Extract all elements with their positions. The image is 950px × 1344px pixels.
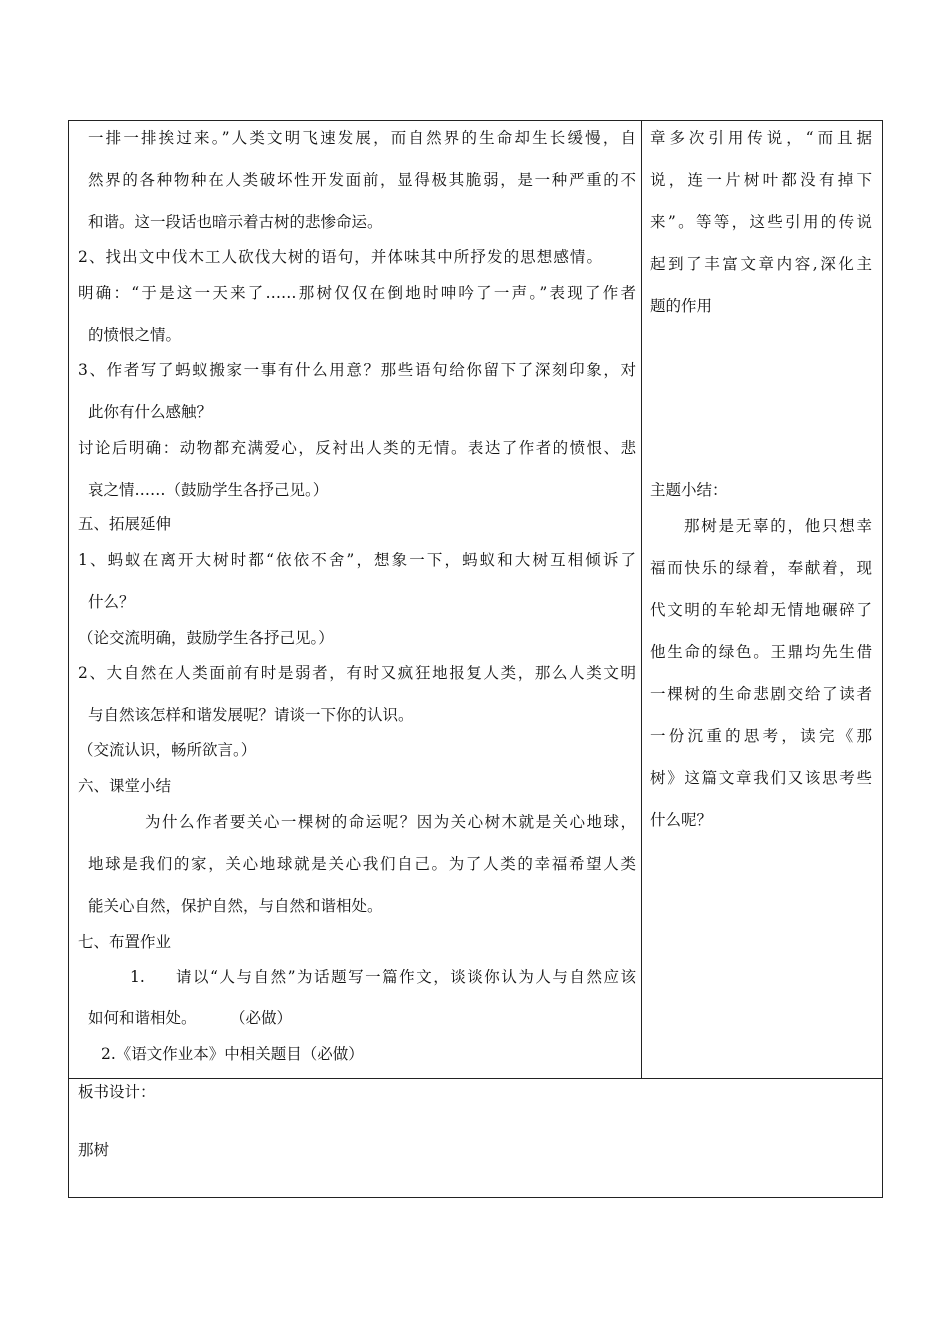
note-line: 章多次引用传说，“而且据 — [650, 129, 872, 147]
summary-line: 一棵树的生命悲剧交给了读者 — [650, 685, 872, 703]
board-design-title: 那树 — [78, 1141, 110, 1159]
question-2: 2、找出文中伐木工人砍伐大树的语句，并体味其中所抒发的思想感情。 — [78, 248, 602, 266]
homework-item-2: 2.《语文作业本》中相关题目（必做） — [101, 1045, 364, 1063]
section-heading-6: 六、课堂小结 — [78, 777, 172, 795]
note-line: 题的作用 — [650, 297, 713, 315]
text-line: （论交流明确，鼓励学生各抒己见。） — [78, 629, 334, 647]
text-line: （交流认识，畅所欲言。） — [78, 741, 257, 759]
text-line: 的愤恨之情。 — [88, 326, 182, 344]
note-line: 说，连一片树叶都没有掉下 — [650, 171, 872, 189]
summary-paragraph: 为什么作者要关心一棵树的命运呢？因为关心树木就是关心地球， — [145, 813, 636, 831]
note-line: 来”。等等，这些引用的传说 — [650, 213, 872, 231]
board-design-label: 板书设计： — [78, 1083, 156, 1101]
text-line: 地球是我们的家，关心地球就是关心我们自己。为了人类的幸福希望人类 — [88, 855, 636, 873]
note-line: 起到了丰富文章内容,深化主 — [650, 255, 872, 273]
text-line: 一排一排挨过来。”人类文明飞速发展，而自然界的生命却生长缓慢，自 — [88, 129, 636, 147]
summary-line: 树》这篇文章我们又该思考些 — [650, 769, 872, 787]
text-line: 然界的各种物种在人类破坏性开发面前，显得极其脆弱，是一种严重的不 — [88, 171, 636, 189]
summary-title: 主题小结： — [650, 481, 728, 499]
summary-line: 那树是无辜的，他只想幸 — [684, 517, 872, 535]
summary-line: 福而快乐的绿着，奉献着，现 — [650, 559, 872, 577]
text-line: 此你有什么感触？ — [88, 403, 213, 421]
section-heading-7: 七、布置作业 — [78, 933, 172, 951]
text-line: 如何和谐相处。 — [88, 1009, 197, 1027]
summary-line: 什么呢？ — [650, 811, 713, 829]
summary-line: 他生命的绿色。王鼎均先生借 — [650, 643, 872, 661]
text-line: 能关心自然，保护自然，与自然和谐相处。 — [88, 897, 383, 915]
summary-line: 一份沉重的思考，读完《那 — [650, 727, 872, 745]
extension-question-1: 1、蚂蚁在离开大树时都“依依不舍”，想象一下，蚂蚁和大树互相倾诉了 — [78, 551, 636, 569]
row-divider — [68, 1078, 882, 1079]
text-line: 哀之情……（鼓励学生各抒己见。） — [88, 481, 329, 499]
answer-3: 讨论后明确：动物都充满爱心，反衬出人类的无情。表达了作者的愤恨、悲 — [78, 439, 636, 457]
text-line: 与自然该怎样和谐发展呢？请谈一下你的认识。 — [88, 706, 414, 724]
question-3: 3、作者写了蚂蚁搬家一事有什么用意？那些语句给你留下了深刻印象，对 — [78, 361, 636, 379]
summary-line: 代文明的车轮却无情地碾碎了 — [650, 601, 872, 619]
required-tag: （必做） — [230, 1009, 293, 1027]
homework-number-1: 1. — [130, 968, 145, 986]
text-line: 和谐。这一段话也暗示着古树的悲惨命运。 — [88, 213, 383, 231]
column-divider — [641, 120, 642, 1078]
text-line: 什么？ — [88, 593, 135, 611]
homework-item-1: 请以“人与自然”为话题写一篇作文，谈谈你认为人与自然应该 — [176, 968, 636, 986]
extension-question-2: 2、大自然在人类面前有时是弱者，有时又疯狂地报复人类，那么人类文明 — [78, 664, 636, 682]
answer-2: 明确：“于是这一天来了……那树仅仅在倒地时呻吟了一声。”表现了作者 — [78, 284, 636, 302]
section-heading-5: 五、拓展延伸 — [78, 515, 172, 533]
